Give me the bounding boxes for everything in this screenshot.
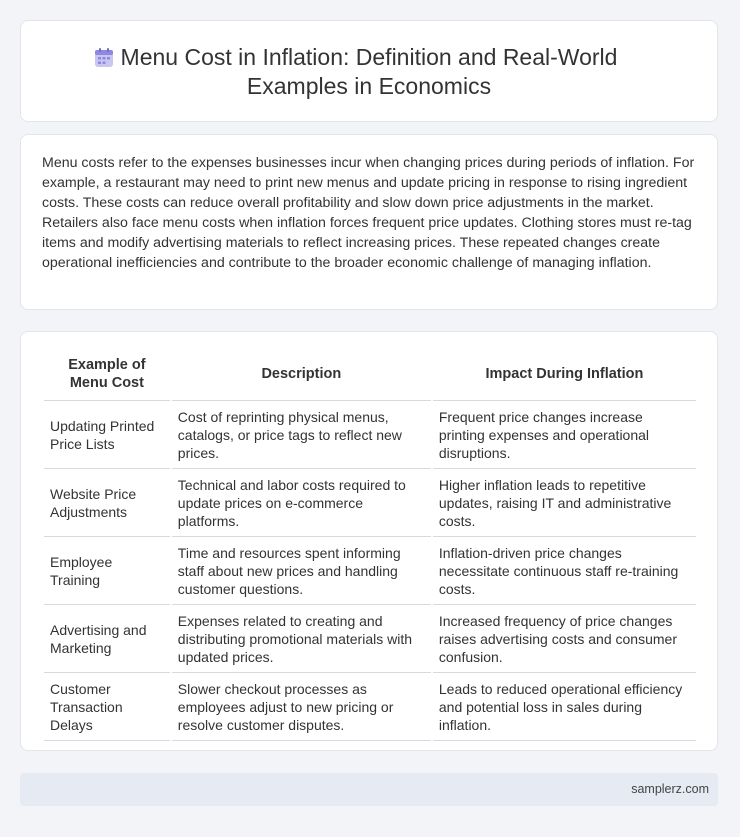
- footer-bar: [20, 773, 718, 806]
- table-cell: Inflation-driven price changes necessitate continuous staff re-training costs.: [433, 537, 696, 605]
- column-header: Description: [172, 350, 431, 401]
- table-header-row: [44, 350, 696, 401]
- table-cell: Website Price Adjustments: [44, 469, 170, 537]
- intro-paragraph: Menu costs refer to the expenses businesses incur when changing prices during periods of inflation. For example, a restaurant may need to print new menus and update pricing in response to rising ingredient costs. These costs can reduce overall profitability and slow down price adjustments in the market. Retailers also face menu costs when inflation forces frequent price updates. Clothing stores must re-tag items and modify advertising materials to reflect increasing prices. These repeated changes create operational inefficiencies and contribute to the broader economic challenge of managing inflation.: [42, 155, 695, 271]
- table-cell: Time and resources spent informing staff about new prices and handling customer questions.: [172, 537, 431, 605]
- page-title-line2: Examples in Economics: [246, 73, 492, 99]
- table-cell: Leads to reduced operational efficiency and potential loss in sales during inflation.: [433, 673, 696, 741]
- table-cell: Advertising and Marketing: [44, 605, 170, 673]
- table-cell: Higher inflation leads to repetitive updates, raising IT and administrative costs.: [433, 469, 696, 537]
- table-card: [20, 331, 718, 751]
- table-cell: Slower checkout processes as employees adjust to new pricing or resolve customer disputes.: [172, 673, 431, 741]
- column-header: Impact During Inflation: [433, 350, 696, 401]
- table-row: [44, 605, 696, 673]
- table-cell: Customer Transaction Delays: [44, 673, 170, 741]
- table-cell: Expenses related to creating and distributing promotional materials with updated prices.: [172, 605, 431, 673]
- table-cell: Technical and labor costs required to update prices on e-commerce platforms.: [172, 469, 431, 537]
- table-cell: Updating Printed Price Lists: [44, 401, 170, 469]
- menu-cost-table: [42, 350, 698, 741]
- title-card: [20, 20, 718, 122]
- page-title: [21, 43, 717, 101]
- column-header: Example of Menu Cost: [44, 350, 170, 401]
- table-row: [44, 673, 696, 741]
- table-row: [44, 537, 696, 605]
- table-cell: Cost of reprinting physical menus, catalogs, or price tags to reflect new prices.: [172, 401, 431, 469]
- page-title-line1: Menu Cost in Inflation: Definition and Real-World: [120, 44, 618, 70]
- table-row: [44, 401, 696, 469]
- footer-site-link[interactable]: samplerz.com: [631, 782, 709, 796]
- table-cell: Frequent price changes increase printing expenses and operational disruptions.: [433, 401, 696, 469]
- table-cell: Employee Training: [44, 537, 170, 605]
- table-row: [44, 469, 696, 537]
- intro-card: [20, 134, 718, 310]
- table-cell: Increased frequency of price changes raises advertising costs and consumer confusion.: [433, 605, 696, 673]
